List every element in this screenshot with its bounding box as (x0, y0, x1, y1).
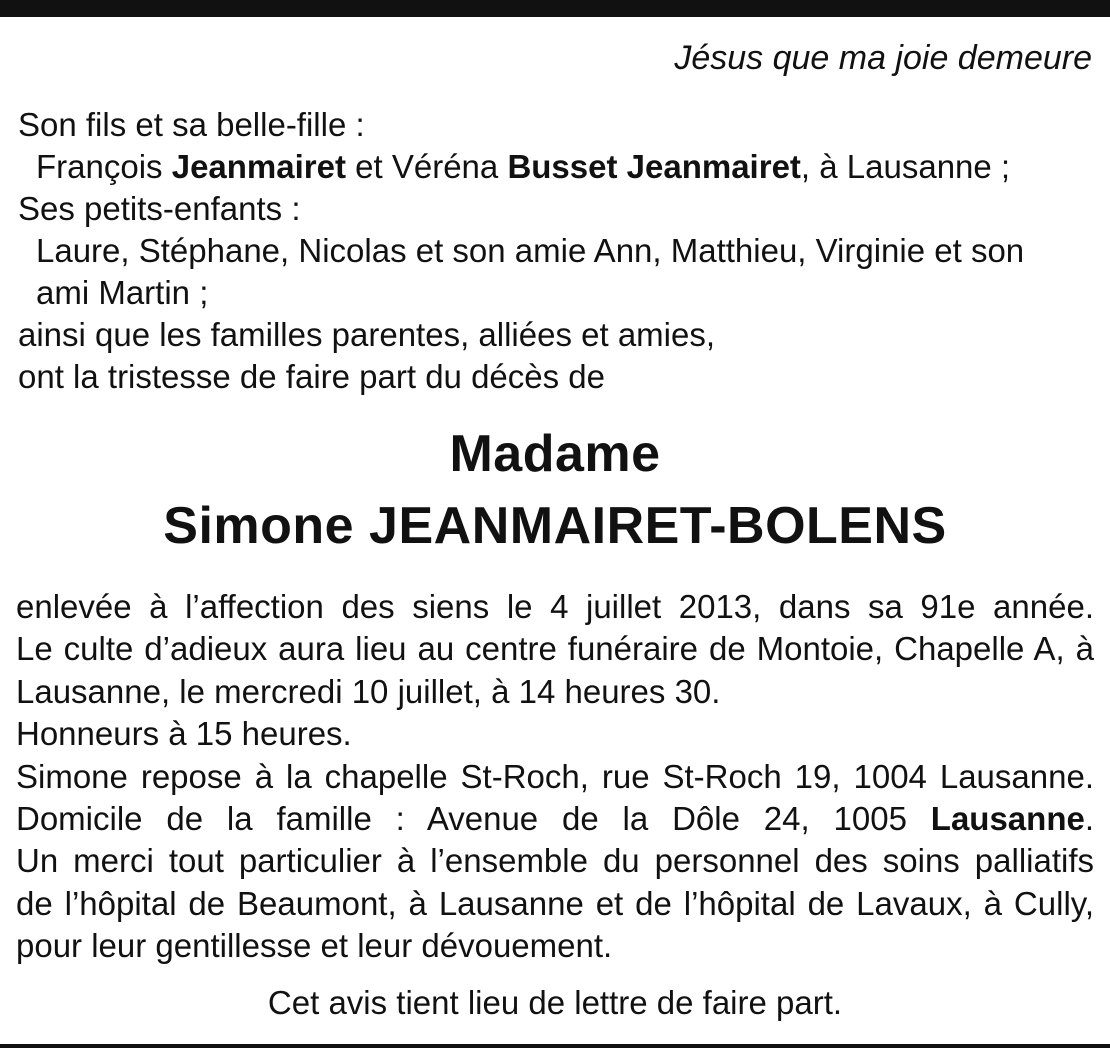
son-location: , à Lausanne ; (800, 148, 1011, 185)
details-line-5: Simone repose à la chapelle St-Roch, rue St-Roch 19, 1004 Lausanne. (16, 757, 1094, 795)
deceased-honorific: Madame (449, 425, 661, 483)
son-first-name: François (36, 148, 172, 185)
bottom-border-rule (0, 1044, 1110, 1048)
epigraph: Jésus que ma joie demeure (674, 39, 1092, 77)
family-city: Lausanne (930, 800, 1085, 838)
deceased-title-block (0, 418, 1110, 562)
son-connector: et Véréna (345, 148, 508, 185)
details-line-7: Un merci tout particulier à l’ensemble du personnel des soins palliatifs (16, 842, 1094, 880)
top-border-rule (0, 0, 1110, 17)
family-list (18, 104, 1098, 398)
details-line-4: Honneurs à 15 heures. (16, 715, 352, 753)
announcement-line: ont la tristesse de faire part du décès de (18, 358, 606, 395)
grandchildren-line-2: ami Martin ; (36, 274, 209, 311)
family-address-end: . (1084, 800, 1094, 838)
funeral-details (16, 586, 1094, 968)
son-line (18, 146, 1098, 188)
relatives-line: ainsi que les familles parentes, alliées et amies, (18, 316, 716, 353)
details-line-3: Lausanne, le mercredi 10 juillet, à 14 heures 30. (16, 672, 721, 710)
grandchildren-line-1: Laure, Stéphane, Nicolas et son amie Ann, Matthieu, Virginie et son (36, 232, 1025, 269)
details-line-1: enlevée à l’affection des siens le 4 juillet 2013, dans sa 91e année. (16, 588, 1094, 625)
son-heading: Son fils et sa belle-fille : (18, 106, 365, 143)
details-line-2: Le culte d’adieux aura lieu au centre funéraire de Montoie, Chapelle A, à (16, 630, 1094, 668)
details-line-6 (16, 798, 1094, 840)
family-address: Domicile de la famille : Avenue de la Dôle 24, 1005 (16, 800, 931, 838)
son-surname: Jeanmairet (171, 148, 346, 185)
closing-note: Cet avis tient lieu de lettre de faire part. (267, 984, 843, 1021)
details-line-8: de l’hôpital de Beaumont, à Lausanne et de l’hôpital de Lavaux, à Cully, (16, 884, 1094, 922)
grandchildren-heading: Ses petits-enfants : (18, 190, 301, 227)
details-line-9: pour leur gentillesse et leur dévouement. (16, 927, 613, 965)
deceased-name: Simone JEANMAIRET-BOLENS (163, 497, 947, 555)
daughter-in-law-surname: Busset Jeanmairet (507, 148, 801, 185)
